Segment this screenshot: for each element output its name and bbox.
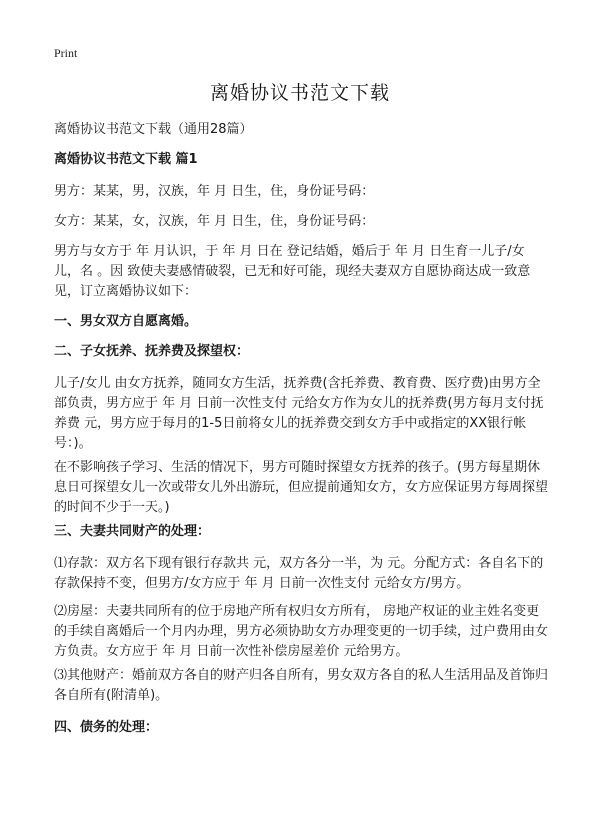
intro-paragraph: 男方与女方于 年 月认识，于 年 月 日在 登记结婚，婚后于 年 月 日生育一儿子/女儿，名 。因 致使夫妻感情破裂，已无和好可能，现经夫妻双方自愿协商达成一致意见，订立离婚协议如下： [54,244,531,299]
male-party-line: 男方：某某，男，汉族，年 月 日生，住，身份证号码： [54,184,375,199]
print-label: Print [54,46,78,60]
property-other-paragraph: ⑶其他财产：婚前双方各自的财产归各自所有，男女双方各自的私人生活用品及首饰归各自所有(附清单)。 [54,668,549,703]
section-heading-child-support: 二、子女抚养、抚养费及探望权： [54,344,250,359]
property-house-paragraph: ⑵房屋：夫妻共同所有的位于房地产所有权归女方所有， 房地产权证的业主姓名变更的手续自离婚后一个月内办理，男方必须协助女方办理变更的一切手续，过户费用由女方负责。女方应于 年 月 日前一次性补偿房屋差价 元给男方。 [54,604,549,659]
page-title: 离婚协议书范文下载 [209,82,390,104]
female-party-line: 女方：某某，女，汉族，年 月 日生，住，身份证号码： [54,214,375,229]
section-heading-debt: 四、债务的处理： [54,720,159,735]
child-support-paragraph: 儿子/女儿 由女方抚养，随同女方生活，抚养费(含托养费、教育费、医疗费)由男方全部负责，男方应于 年 月 日前一次性支付 元给女方作为女儿的抚养费(男方每月支付抚养费 元，男方应于每月的1-5日前将女儿的抚养费交到女方手中或指定的XX银行帐号：)。 [54,376,544,451]
document-subtitle: 离婚协议书范文下载（通用28篇） [54,122,253,137]
property-deposit-paragraph: ⑴存款：双方名下现有银行存款共 元，双方各分一半，为 元。分配方式：各自名下的存款保持不变，但男方/女方应于 年 月 日前一次性支付 元给女方/男方。 [54,556,544,591]
item-heading: 离婚协议书范文下载 篇1 [54,152,198,167]
section-heading-divorce: 一、男女双方自愿离婚。 [54,314,198,329]
section-heading-property: 三、夫妻共同财产的处理： [54,524,211,539]
visitation-paragraph: 在不影响孩子学习、生活的情况下，男方可随时探望女方抚养的孩子。(男方每星期休息日可探望女儿一次或带女儿外出游玩，但应提前通知女方，女方应保证男方每周探望的时间不少于一天。) [54,460,549,515]
